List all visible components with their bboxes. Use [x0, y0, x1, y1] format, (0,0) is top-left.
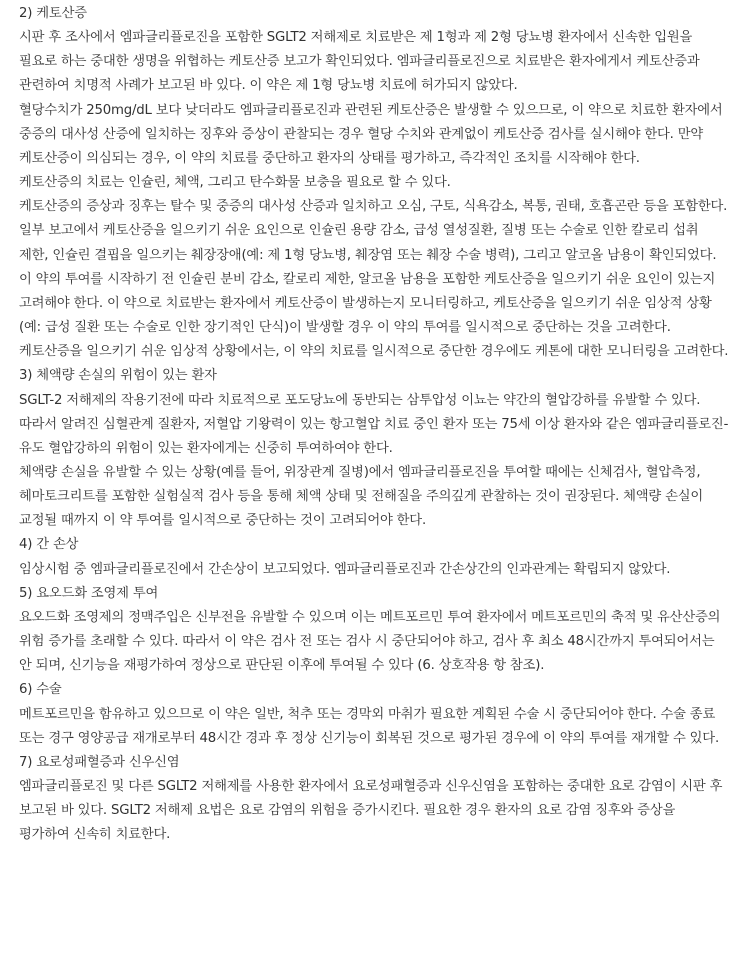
paragraph: 체액량 손실을 유발할 수 있는 상황(예를 들어, 위장관계 질병)에서 엠파글리플로진을 투여할 때에는 신체검사, 혈압측정, 헤마토크리트를 포함한 실험실적 검사 등을 통해 체액 상태 및 전해질을 주의깊게 관찰하는 것이 권장된다. 체액량 손실이 교정될 때까지 이 약 투여를 일시적으로 중단하는 것이 고려되어야 한다.: [19, 464, 704, 529]
section-heading-liver-injury: 4) 간 손상: [19, 537, 79, 553]
paragraph: 메트포르민을 함유하고 있으므로 이 약은 일반, 척추 또는 경막외 마취가 필요한 계획된 수술 시 중단되어야 한다. 수술 종료 또는 경구 영양공급 재개로부터 48시간 경과 후 정상 신기능이 회복된 것으로 평가된 경우에 이 약의 투여를 재개할 수 있다.: [19, 706, 719, 746]
section-heading-surgery: 6) 수술: [19, 682, 62, 698]
paragraph: 요오드화 조영제의 정맥주입은 신부전을 유발할 수 있으며 이는 메트포르민 투여 환자에서 메트포르민의 축적 및 유산산증의 위험 증가를 초래할 수 있다. 따라서 이 약은 검사 전 또는 검사 시 중단되어야 하고, 검사 후 최소 48시간까지 투여되어서는 안 되며, 신기능을 재평가하여 정상으로 판단된 이후에 투여될 수 있다 (6. 상호작용 항 참조).: [19, 609, 721, 674]
section-heading-iodinated-contrast: 5) 요오드화 조영제 투여: [19, 585, 159, 601]
paragraph: 시판 후 조사에서 엠파글리플로진을 포함한 SGLT2 저해제로 치료받은 제 1형과 제 2형 당뇨병 환자에서 신속한 입원을 필요로 하는 중대한 생명을 위협하는 케토산증 보고가 확인되었다. 엠파글리플로진으로 치료받은 환자에게서 케토산증과 관련하여 치명적 사례가 보고된 바 있다. 이 약은 제 1형 당뇨병 치료에 허가되지 않았다.: [19, 30, 700, 94]
paragraph: 임상시험 중 엠파글리플로진에서 간손상이 보고되었다. 엠파글리플로진과 간손상간의 인과관계는 확립되지 않았다.: [19, 561, 671, 577]
section-heading-ketoacidosis: 2) 케토산증: [19, 6, 87, 21]
section-heading-urosepsis: 7) 요로성패혈증과 신우신염: [19, 754, 180, 770]
paragraph: 엠파글리플로진 및 다른 SGLT2 저해제를 사용한 환자에서 요로성패혈증과 신우신염을 포함하는 중대한 요로 감염이 시판 후 보고된 바 있다. SGLT2 저해제 요법은 요로 감염의 위험을 증가시킨다. 필요한 경우 환자의 요로 감염 징후와 증상을 평가하여 신속히 치료한다.: [19, 779, 723, 843]
paragraph: SGLT-2 저해제의 작용기전에 따라 치료적으로 포도당뇨에 동반되는 삼투압성 이뇨는 약간의 혈압강하를 유발할 수 있다. 따라서 알려진 심혈관계 질환자, 저혈압 기왕력이 있는 항고혈압 치료 중인 환자 또는 75세 이상 환자와 같은 엠파글리플로진-유도 혈압강하의 위험이 있는 환자에게는 신중히 투여하여야 한다.: [19, 392, 729, 456]
paragraph: 케토산증의 치료는 인슐린, 체액, 그리고 탄수화물 보충을 필요로 할 수 있다.: [19, 175, 451, 191]
section-heading-volume-depletion: 3) 체액량 손실의 위험이 있는 환자: [19, 368, 217, 384]
paragraph: 케토산증의 증상과 징후는 탈수 및 중증의 대사성 산증과 일치하고 오심, 구토, 식욕감소, 복통, 권태, 호흡곤란 등을 포함한다. 일부 보고에서 케토산증을 일으키기 쉬운 요인으로 인슐린 용량 감소, 급성 열성질환, 질병 또는 수술로 인한 칼로리 섭취 제한, 인슐린 결핍을 일으키는 췌장장애(예: 제 1형 당뇨병, 췌장염 또는 췌장 수술 병력), 그리고 알코올 남용이 확인되었다.: [19, 199, 728, 263]
paragraph: 혈당수치가 250mg/dL 보다 낮더라도 엠파글리플로진과 관련된 케토산증은 발생할 수 있으므로, 이 약으로 치료한 환자에서 중증의 대사성 산증에 일치하는 징후와 증상이 관찰되는 경우 혈당 수치와 관계없이 케토산증 검사를 실시해야 한다. 만약 케토산증이 의심되는 경우, 이 약의 치료를 중단하고 환자의 상태를 평가하고, 즉각적인 조치를 시작해야 한다.: [19, 102, 723, 166]
paragraph: 이 약의 투여를 시작하기 전 인슐린 분비 감소, 칼로리 제한, 알코올 남용을 포함한 케토산증을 일으키기 쉬운 요인이 있는지 고려해야 한다. 이 약으로 치료받는 환자에서 케토산증이 발생하는지 모니터링하고, 케토산증을 일으키기 쉬운 임상적 상황(예: 급성 질환 또는 수술로 인한 장기적인 단식)이 발생할 경우 이 약의 투여를 일시적으로 중단하는 것을 고려한다. 케토산증을 일으키기 쉬운 임상적 상황에서는, 이 약의 치료를 일시적으로 중단한 경우에도 케톤에 대한 모니터링을 고려한다.: [19, 271, 729, 360]
